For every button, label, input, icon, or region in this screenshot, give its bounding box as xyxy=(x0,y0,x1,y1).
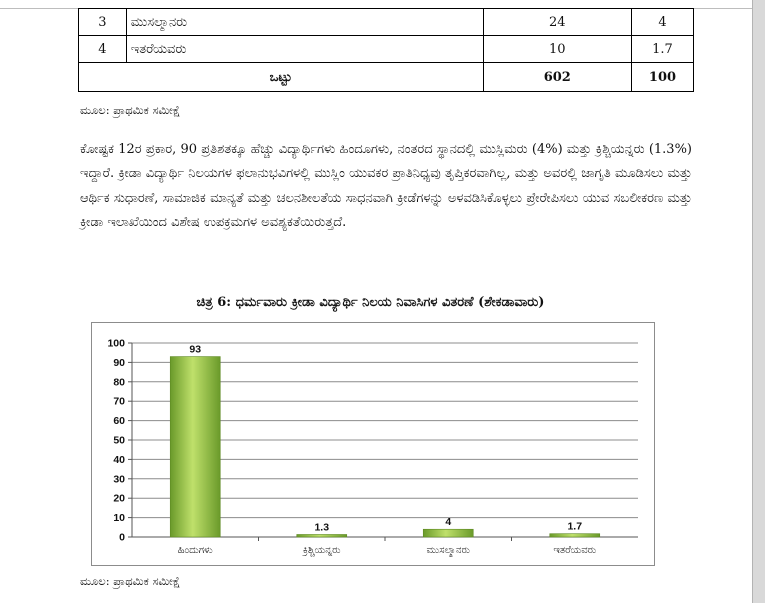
table-source-note: ಮೂಲ: ಪ್ರಾಥಮಿಕ ಸಮೀಕ್ಷೆ xyxy=(80,103,181,117)
y-tick-label: 70 xyxy=(113,395,125,408)
row-number: 4 xyxy=(79,36,127,63)
y-tick-label: 90 xyxy=(113,356,125,369)
table-total-row xyxy=(79,63,694,92)
table-row xyxy=(79,9,694,36)
row-count: 24 xyxy=(483,9,631,36)
row-count: 10 xyxy=(483,36,631,63)
y-tick-label: 50 xyxy=(113,434,125,447)
body-paragraph: ಕೋಷ್ಟಕ 12ರ ಪ್ರಕಾರ, 90 ಪ್ರತಿಶತಕ್ಕೂ ಹೆಚ್ಚು ವಿದ್ಯಾರ್ಥಿಗಳು ಹಿಂದೂಗಳು, ನಂತರದ ಸ್ಥಾನದಲ್ಲಿ ಮುಸ್ಲಿಮರು (4%) ಮತ್ತು ಕ್ರಿಶ್ಚಿಯನ್ನರು (1.3%) ಇದ್ದಾರೆ. ಕ್ರೀಡಾ ವಿದ್ಯಾರ್ಥಿ ನಿಲಯಗಳ ಫಲಾನುಭವಿಗಳಲ್ಲಿ ಮುಸ್ಲಿಂ ಯುವಕರ ಪ್ರಾತಿನಿಧ್ಯವು ತೃಪ್ತಿಕರವಾಗಿಲ್ಲ, ಮತ್ತು ಅವರಲ್ಲಿ ಜಾಗೃತಿ ಮೂಡಿಸಲು ಮತ್ತು ಆರ್ಥಿಕ ಸುಧಾರಣೆ, ಸಾಮಾಜಿಕ ಮಾನ್ಯತೆ ಮತ್ತು ಚಲನಶೀಲತೆಯ ಸಾಧನವಾಗಿ ಕ್ರೀಡೆಗಳನ್ನು ಅಳವಡಿಸಿಕೊಳ್ಳಲು ಪ್ರೇರೇಪಿಸಲು ಯುವ ಸಬಲೀಕರಣ ಮತ್ತು ಕ್ರೀಡಾ ಇಲಾಖೆಯಿಂದ ವಿಶೇಷ ಉಪಕ್ರಮಗಳ ಅವಶ್ಯಕತೆಯಿರುತ್ತದೆ. xyxy=(80,142,692,231)
data-label: 1.7 xyxy=(567,520,583,533)
y-tick-label: 80 xyxy=(113,376,125,389)
figure-source-note: ಮೂಲ: ಪ್ರಾಥಮಿಕ ಸಮೀಕ್ಷೆ xyxy=(80,574,181,588)
row-percent: 4 xyxy=(631,9,693,36)
y-tick-label: 30 xyxy=(113,473,125,486)
chart-frame xyxy=(91,322,655,566)
bar-chart xyxy=(92,323,654,565)
y-tick-label: 40 xyxy=(113,453,125,466)
total-label: ಒಟ್ಟು xyxy=(79,63,484,92)
bar xyxy=(170,357,220,537)
total-percent: 100 xyxy=(631,63,693,92)
y-tick-label: 10 xyxy=(113,512,125,525)
figure-title: ಚಿತ್ರ 6: ಧರ್ಮವಾರು ಕ್ರೀಡಾ ವಿದ್ಯಾರ್ಥಿ ನಿಲಯ ನಿವಾಸಿಗಳ ವಿತರಣೆ (ಶೇಕಡಾವಾರು) xyxy=(196,295,545,310)
row-religion: ಮುಸಲ್ಮಾನರು xyxy=(126,9,483,36)
data-label: 93 xyxy=(189,343,202,356)
y-tick-label: 60 xyxy=(113,415,125,428)
table-row xyxy=(79,36,694,63)
x-tick-label: ಇತರೆಯವರು xyxy=(553,545,597,556)
data-label: 1.3 xyxy=(314,521,330,534)
row-number: 3 xyxy=(79,9,127,36)
x-tick-label: ಕ್ರಿಶ್ಚಿಯನ್ನರು xyxy=(302,545,341,556)
y-tick-label: 0 xyxy=(119,531,125,544)
x-tick-label: ಹಿಂದುಗಳು xyxy=(177,545,213,556)
data-label: 4 xyxy=(445,516,452,529)
vertical-scrollbar[interactable] xyxy=(752,0,765,603)
total-count: 602 xyxy=(483,63,631,92)
row-percent: 1.7 xyxy=(631,36,693,63)
y-tick-label: 100 xyxy=(107,337,125,350)
bar xyxy=(550,534,600,537)
bar xyxy=(297,534,347,537)
y-tick-label: 20 xyxy=(113,492,125,505)
religion-table xyxy=(78,8,694,92)
bar xyxy=(423,529,473,537)
x-tick-label: ಮುಸಲ್ಮಾನರು xyxy=(426,545,470,556)
row-religion: ಇತರೆಯವರು xyxy=(126,36,483,63)
